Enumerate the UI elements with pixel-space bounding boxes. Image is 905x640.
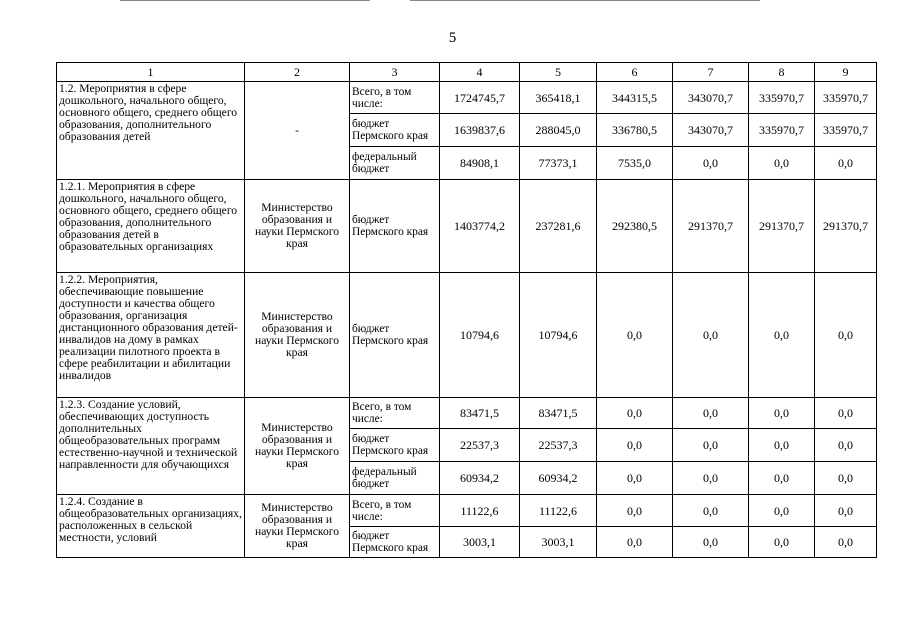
table-row — [57, 495, 877, 527]
amount-cell: 291370,7 — [815, 180, 877, 273]
amount-cell: 0,0 — [749, 527, 815, 558]
amount-cell: 0,0 — [673, 147, 749, 180]
funding-source: федеральный бюджет — [350, 147, 440, 180]
table-row — [57, 82, 877, 114]
amount-cell: 336780,5 — [597, 114, 673, 147]
amount-cell: 83471,5 — [520, 398, 597, 429]
amount-cell: 0,0 — [749, 398, 815, 429]
column-number: 8 — [749, 63, 815, 82]
funding-source: Всего, в том числе: — [350, 398, 440, 429]
executor-cell: Министерство образования и науки Пермского края — [245, 273, 350, 398]
amount-cell: 0,0 — [673, 273, 749, 398]
budget-table — [56, 62, 877, 558]
column-number: 6 — [597, 63, 673, 82]
amount-cell: 365418,1 — [520, 82, 597, 114]
amount-cell: 0,0 — [673, 398, 749, 429]
measure-description: 1.2.1. Мероприятия в сфере дошкольного, начального общего, основного общего, среднего общего образования, дополнительного образования детей в образовательных организациях — [57, 180, 245, 273]
amount-cell: 1403774,2 — [440, 180, 520, 273]
column-number: 7 — [673, 63, 749, 82]
funding-source: Всего, в том числе: — [350, 495, 440, 527]
table-row — [57, 273, 877, 398]
amount-cell: 0,0 — [749, 462, 815, 495]
measure-description: 1.2.4. Создание в общеобразовательных организациях, расположенных в сельской местности, условий — [57, 495, 245, 558]
amount-cell: 344315,5 — [597, 82, 673, 114]
amount-cell: 0,0 — [597, 398, 673, 429]
funding-source: бюджет Пермского края — [350, 180, 440, 273]
amount-cell: 0,0 — [597, 495, 673, 527]
amount-cell: 83471,5 — [440, 398, 520, 429]
funding-source: бюджет Пермского края — [350, 429, 440, 462]
amount-cell: 291370,7 — [749, 180, 815, 273]
amount-cell: 11122,6 — [440, 495, 520, 527]
column-number: 5 — [520, 63, 597, 82]
amount-cell: 292380,5 — [597, 180, 673, 273]
amount-cell: 22537,3 — [520, 429, 597, 462]
amount-cell: 0,0 — [597, 462, 673, 495]
page-number: 5 — [448, 30, 457, 46]
amount-cell: 0,0 — [815, 527, 877, 558]
table-row — [57, 180, 877, 273]
amount-cell: 11122,6 — [520, 495, 597, 527]
column-number-row — [57, 63, 877, 82]
amount-cell: 291370,7 — [673, 180, 749, 273]
column-number: 3 — [350, 63, 440, 82]
amount-cell: 1639837,6 — [440, 114, 520, 147]
amount-cell: 0,0 — [815, 462, 877, 495]
amount-cell: 0,0 — [749, 429, 815, 462]
amount-cell: 0,0 — [597, 429, 673, 462]
amount-cell: 60934,2 — [440, 462, 520, 495]
amount-cell: 0,0 — [673, 429, 749, 462]
amount-cell: 10794,6 — [440, 273, 520, 398]
measure-description: 1.2. Мероприятия в сфере дошкольного, начального общего, основного общего, среднего общего образования, дополнительного образования детей — [57, 82, 245, 180]
amount-cell: 288045,0 — [520, 114, 597, 147]
funding-source: бюджет Пермского края — [350, 527, 440, 558]
amount-cell: 3003,1 — [440, 527, 520, 558]
column-number: 2 — [245, 63, 350, 82]
amount-cell: 7535,0 — [597, 147, 673, 180]
measure-description: 1.2.2. Мероприятия, обеспечивающие повышение доступности и качества общего образования, организация дистанционного образования детей-инвалидов на дому в рамках реализации пилотного проекта в сфере реабилитации и абилитации инвалидов — [57, 273, 245, 398]
amount-cell: 60934,2 — [520, 462, 597, 495]
amount-cell: 0,0 — [749, 147, 815, 180]
amount-cell: 0,0 — [815, 398, 877, 429]
amount-cell: 1724745,7 — [440, 82, 520, 114]
executor-cell: Министерство образования и науки Пермского края — [245, 495, 350, 558]
amount-cell: 10794,6 — [520, 273, 597, 398]
amount-cell: 0,0 — [815, 147, 877, 180]
amount-cell: 0,0 — [673, 462, 749, 495]
column-number: 4 — [440, 63, 520, 82]
funding-source: бюджет Пермского края — [350, 114, 440, 147]
column-number: 1 — [57, 63, 245, 82]
column-number: 9 — [815, 63, 877, 82]
amount-cell: 0,0 — [673, 527, 749, 558]
amount-cell: 335970,7 — [749, 114, 815, 147]
amount-cell: 84908,1 — [440, 147, 520, 180]
funding-source: Всего, в том числе: — [350, 82, 440, 114]
amount-cell: 237281,6 — [520, 180, 597, 273]
measure-description: 1.2.3. Создание условий, обеспечивающих доступность дополнительных общеобразовательных программ естественно-научной и технической направленности для обучающихся — [57, 398, 245, 495]
amount-cell: 0,0 — [673, 495, 749, 527]
amount-cell: 343070,7 — [673, 82, 749, 114]
executor-cell: - — [245, 82, 350, 180]
amount-cell: 0,0 — [815, 429, 877, 462]
funding-source: бюджет Пермского края — [350, 273, 440, 398]
amount-cell: 335970,7 — [815, 82, 877, 114]
amount-cell: 335970,7 — [815, 114, 877, 147]
amount-cell: 0,0 — [749, 273, 815, 398]
amount-cell: 77373,1 — [520, 147, 597, 180]
top-edge-line-left — [120, 0, 370, 1]
amount-cell: 0,0 — [597, 527, 673, 558]
amount-cell: 335970,7 — [749, 82, 815, 114]
amount-cell: 3003,1 — [520, 527, 597, 558]
top-edge-line-right — [410, 0, 760, 1]
table-row — [57, 398, 877, 429]
amount-cell: 343070,7 — [673, 114, 749, 147]
amount-cell: 0,0 — [749, 495, 815, 527]
amount-cell: 0,0 — [597, 273, 673, 398]
amount-cell: 22537,3 — [440, 429, 520, 462]
executor-cell: Министерство образования и науки Пермского края — [245, 180, 350, 273]
amount-cell: 0,0 — [815, 273, 877, 398]
executor-cell: Министерство образования и науки Пермского края — [245, 398, 350, 495]
amount-cell: 0,0 — [815, 495, 877, 527]
funding-source: федеральный бюджет — [350, 462, 440, 495]
